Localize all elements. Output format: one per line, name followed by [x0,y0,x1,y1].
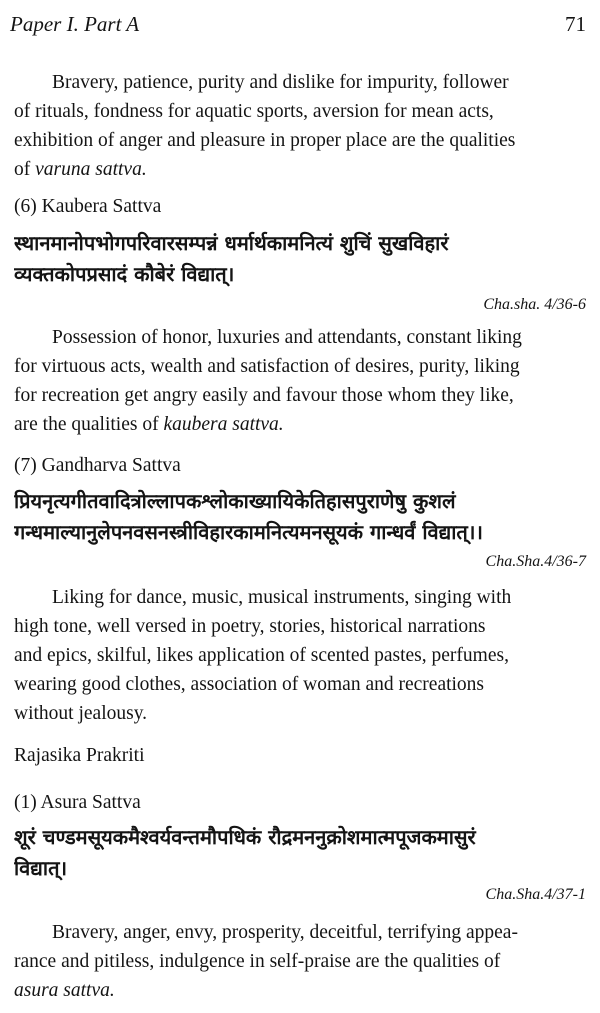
paragraph-line: without jealousy. [14,703,148,724]
page-number: 71 [565,12,586,36]
paragraph-line: of rituals, fondness for aquatic sports, aversion for mean acts, [14,101,494,122]
sanskrit-verse-asura [14,822,586,884]
paragraph-line: Bravery, patience, purity and dislike for impurity, follower [52,72,509,93]
running-header-title: Paper I. Part A [10,12,140,36]
sanskrit-verse-kaubera [14,228,586,290]
paragraph-line: exhibition of anger and pleasure in proper place are the qualities [14,130,516,151]
sattva-term: asura sattva. [14,980,115,1001]
paragraph-line: and epics, skilful, likes application of scented pastes, perfumes, [14,645,509,666]
paragraph-line: are the qualities of kaubera sattva. [14,414,284,435]
verse-reference: Cha.sha. 4/36-6 [483,296,586,313]
varuna-paragraph [14,68,584,184]
paragraph-line: Liking for dance, music, musical instruments, singing with [52,587,512,608]
verse-line: प्रियनृत्यगीतवादित्रोल्लापकश्लोकाख्यायिकेतिहासपुराणेषु कुशलं [14,489,456,513]
paragraph-line: for virtuous acts, wealth and satisfaction of desires, purity, liking [14,356,520,377]
sattva-term: kaubera sattva. [163,414,284,435]
section-heading-rajasika: Rajasika Prakriti [14,745,145,766]
paragraph-line: high tone, well versed in poetry, stories, historical narrations [14,616,486,637]
section-heading-kaubera: (6) Kaubera Sattva [14,196,162,217]
sattva-term: varuna sattva. [35,159,147,180]
verse-line: गन्धमाल्यानुलेपनवसनस्त्रीविहारकामनित्यमनसूयकं गान्धर्वं विद्यात्।। [14,520,483,544]
gandharva-paragraph [14,583,584,728]
verse-line: विद्यात्। [14,856,68,880]
verse-reference: Cha.Sha.4/37-1 [485,886,586,903]
paragraph-line: rance and pitiless, indulgence in self-praise are the qualities of [14,951,501,972]
kaubera-paragraph [14,323,584,439]
verse-line: स्थानमानोपभोगपरिवारसम्पन्नं धर्मार्थकामनित्यं शुचिं सुखविहारं [14,231,449,255]
sanskrit-verse-gandharva [14,486,586,548]
paragraph-line: of varuna sattva. [14,159,147,180]
verse-reference: Cha.Sha.4/36-7 [485,553,586,570]
asura-paragraph [14,918,584,1005]
verse-line: व्यक्तकोपप्रसादं कौबेरं विद्यात्। [14,262,235,286]
paragraph-line: Bravery, anger, envy, prosperity, deceitful, terrifying appea- [52,922,518,943]
paragraph-line: Possession of honor, luxuries and attendants, constant liking [52,327,522,348]
section-heading-gandharva: (7) Gandharva Sattva [14,455,181,476]
paragraph-line: for recreation get angry easily and favour those whom they like, [14,385,514,406]
verse-line: शूरं चण्डमसूयकमैश्वर्यवन्तमौपधिकं रौद्रमननुक्रोशमात्मपूजकमासुरं [14,825,476,849]
paragraph-line: wearing good clothes, association of woman and recreations [14,674,485,695]
section-heading-asura: (1) Asura Sattva [14,792,141,813]
paragraph-line [14,976,584,1005]
